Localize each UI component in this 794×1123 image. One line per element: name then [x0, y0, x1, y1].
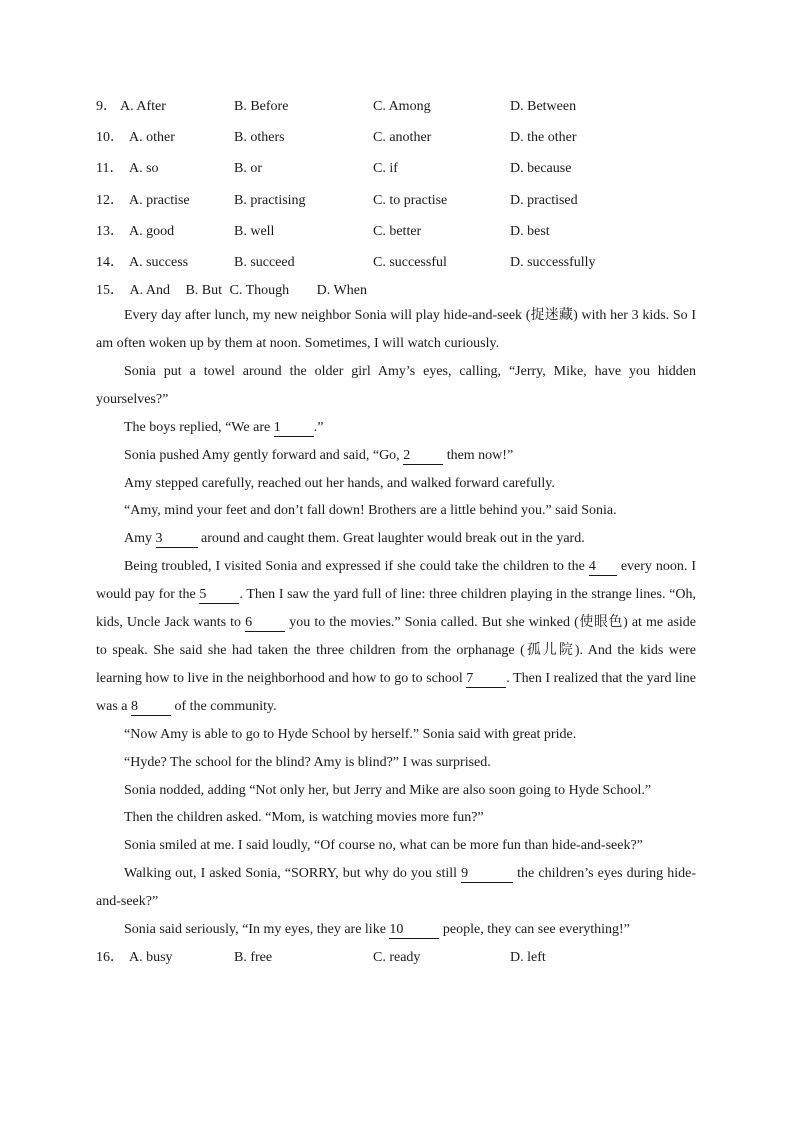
option-d: D. Between [510, 99, 577, 114]
option-b: B. But [185, 283, 223, 299]
option-a: A. And [129, 283, 170, 299]
option-b: B. others [234, 130, 285, 146]
option-d: D. successfully [510, 254, 596, 270]
paragraph: “Hyde? The school for the blind? Amy is blind?” I was surprised. [124, 754, 491, 770]
question-row [96, 221, 696, 252]
option-c: C. ready [373, 949, 421, 965]
question-row [96, 127, 696, 158]
option-d: D. left [510, 949, 546, 965]
text: Sonia pushed Amy gently forward and said, “Go, [124, 447, 404, 463]
option-c: C. to practise [373, 192, 448, 208]
option-b: B. succeed [234, 254, 295, 270]
question-row [96, 158, 696, 189]
text: of the community. [171, 698, 277, 714]
blank: 8 [131, 699, 171, 716]
text: Being troubled, I visited Sonia and expressed if she could take the children to the [124, 559, 589, 575]
question-row [96, 96, 696, 127]
paragraph: Amy stepped carefully, reached out her hands, and walked forward carefully. [124, 475, 555, 491]
blank: 4 [589, 559, 617, 576]
question-row [96, 190, 696, 221]
option-c: C. successful [373, 254, 447, 270]
blank: 5 [199, 587, 239, 604]
text: you to the movies.” Sonia called. But she winked (使眼色) at me aside to speak. She said she had taken the three children from the orphanage (孤儿院). And the kids were learning how to live in the neighborhood and how to go to school [96, 615, 696, 686]
text: . Then I saw the yard full of line: three children playing in the strange lines. “Oh, kids, Uncle Jack wants to [96, 587, 696, 631]
option-c: C. if [373, 161, 398, 177]
option-d: D. because [510, 161, 572, 177]
text: Walking out, I asked Sonia, “SORRY, but why do you still [124, 866, 462, 882]
paragraph: Sonia smiled at me. I said loudly, “Of course no, what can be more fun than hide-and-seek?” [124, 838, 643, 854]
blank: 3 [156, 531, 198, 548]
paragraph: Sonia nodded, adding “Not only her, but Jerry and Mike are also soon going to Hyde School.” [124, 782, 652, 798]
text: them now!” [443, 447, 514, 463]
blank: 10 [389, 922, 439, 939]
option-b: B. Before [234, 99, 289, 114]
question-number: 11． [96, 161, 124, 177]
option-d: D. practised [510, 192, 578, 208]
question-row [96, 944, 696, 972]
option-a: A. practise [129, 192, 190, 208]
exam-page [96, 96, 696, 972]
text: the children’s eyes during hide-and-seek?” [96, 866, 696, 910]
option-a: A. After [120, 99, 166, 114]
paragraph: Every day after lunch, my new neighbor Sonia will play hide-and-seek (捉迷藏) with her 3 kids. So I am often woken up by them at noon. Sometimes, I will watch curiously. [96, 308, 696, 352]
paragraph: Then the children asked. “Mom, is watching movies more fun?” [124, 810, 484, 826]
question-row [96, 280, 696, 302]
blank: 9 [461, 866, 513, 883]
question-number: 15． [96, 283, 124, 299]
option-b: B. free [234, 949, 273, 965]
question-row [96, 252, 696, 283]
option-a: A. busy [129, 949, 173, 965]
text: around and caught them. Great laughter would break out in the yard. [197, 531, 585, 547]
paragraph [96, 860, 696, 916]
text: Sonia said seriously, “In my eyes, they are like [124, 922, 390, 938]
option-b: B. or [234, 161, 262, 177]
text: Amy [124, 531, 156, 547]
option-b: B. practising [234, 192, 306, 208]
paragraph: “Now Amy is able to go to Hyde School by herself.” Sonia said with great pride. [124, 726, 577, 742]
question-number: 10． [96, 130, 124, 146]
paragraph [96, 414, 696, 442]
option-a: A. other [129, 130, 175, 146]
option-d: D. the other [510, 130, 577, 146]
question-number: 14． [96, 254, 124, 270]
text: . Then I realized that the yard line was a [96, 670, 697, 714]
passage [96, 302, 696, 944]
text: every noon. I would pay for the [96, 559, 696, 603]
option-c: C. another [373, 130, 432, 146]
text: The boys replied, “We are [124, 419, 274, 435]
text: .” [313, 419, 324, 435]
blank: 7 [466, 671, 506, 688]
option-a: A. success [129, 254, 189, 270]
option-b: B. well [234, 223, 275, 239]
option-d: D. best [510, 223, 550, 239]
paragraph: Sonia put a towel around the older girl Amy’s eyes, calling, “Jerry, Mike, have you hidden yourselves?” [96, 363, 696, 407]
question-number: 9． [96, 99, 117, 114]
question-number: 16． [96, 949, 124, 965]
option-d: D. When [316, 283, 367, 299]
question-number: 12． [96, 192, 124, 208]
paragraph [96, 525, 696, 553]
text: people, they can see everything!” [439, 922, 630, 938]
option-a: A. good [129, 223, 175, 239]
paragraph [96, 442, 696, 470]
option-c: C. better [373, 223, 422, 239]
blank: 2 [403, 448, 443, 465]
paragraph: “Amy, mind your feet and don’t fall down! Brothers are a little behind you.” said Sonia. [124, 503, 617, 519]
blank: 1 [274, 420, 314, 437]
options-block [96, 96, 696, 302]
question-number: 13． [96, 223, 124, 239]
option-c: C. Though [229, 283, 290, 299]
paragraph [96, 553, 696, 720]
option-a: A. so [129, 161, 159, 177]
blank: 6 [245, 615, 285, 632]
option-c: C. Among [373, 99, 431, 114]
paragraph [96, 916, 696, 944]
